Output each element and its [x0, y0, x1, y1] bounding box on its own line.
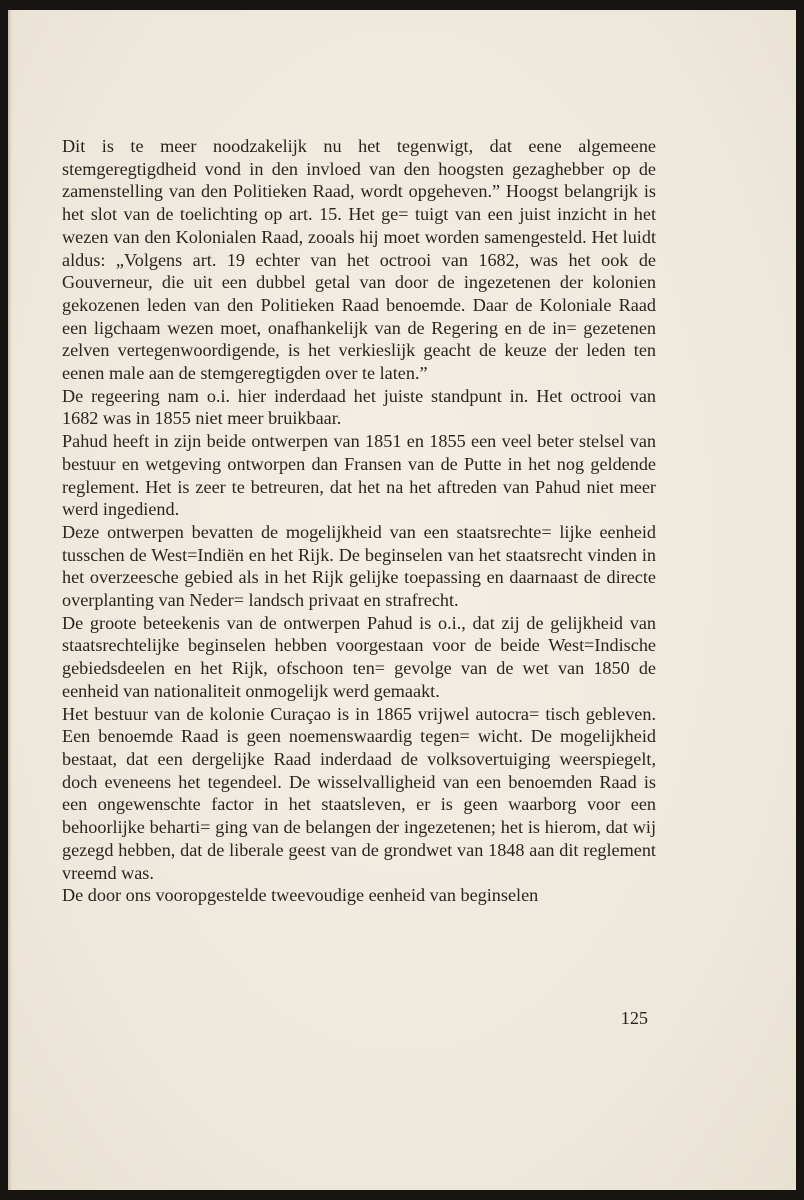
paragraph-6: Het bestuur van de kolonie Curaçao is in 1865 vrijwel autocra= tisch gebleven. Een benoemde Raad is geen noemenswaardig tegen= wicht. De mogelijkheid bestaat, dat een dergelijke Raad inderdaad de volksovertuiging weerspiegelt, doch eveneens het tegendeel. De wisselvalligheid van een benoemden Raad is een ongewenschte factor in het staatsleven, er is geen waarborg voor een behoorlijke beharti= ging van de belangen der ingezetenen; het is hierom, dat wij gezegd hebben, dat de liberale geest van de grondwet van 1848 aan dit reglement vreemd was.: [62, 703, 656, 883]
paragraph-7: De door ons vooropgestelde tweevoudige eenheid van beginselen: [62, 885, 539, 906]
paragraph-5: De groote beteekenis van de ontwerpen Pahud is o.i., dat zij de gelijkheid van staatsrechtelijke beginselen hebben voorgestaan voor de beide West=Indische gebiedsdeelen en het Rijk, ofschoon ten= gevolge van de wet van 1850 de eenheid van nationaliteit onmogelijk werd gemaakt.: [62, 612, 656, 701]
page-edge: [8, 10, 12, 1190]
paragraph-3: Pahud heeft in zijn beide ontwerpen van 1851 en 1855 een veel beter stelsel van bestuur en wetgeving ontworpen dan Fransen van de Putte in het nog geldende reglement. Het is zeer te betreuren, dat het na het aftreden van Pahud niet meer werd ingediend.: [62, 431, 656, 520]
page-number: 125: [620, 1008, 648, 1028]
paragraph-2: De regeering nam o.i. hier inderdaad het juiste standpunt in. Het octrooi van 1682 was in 1855 niet meer bruikbaar.: [62, 385, 656, 429]
paragraph-1: Dit is te meer noodzakelijk nu het tegenwigt, dat eene algemeene stemgeregtigdheid vond in den invloed van den hoogsten gezaghebber op de zamenstelling van den Politieken Raad, wordt opgeheven.” Hoogst belangrijk is het slot van de toelichting op art. 15. Het ge= tuigt van een juist inzicht in het wezen van den Kolonialen Raad, zooals hij moet worden samengesteld. Het luidt aldus: „Volgens art. 19 echter van het octrooi van 1682, was het ook de Gouverneur, die uit een dubbel getal van door de ingezetenen der kolonien gekozenen leden van den Politieken Raad benoemde. Daar de Koloniale Raad een ligchaam wezen moet, onafhankelijk van de Regering en de in= gezetenen zelven vertegenwoordigende, is het verkieslijk geacht de keuze der leden ten eenen male aan de stemgeregtigden over te laten.”: [62, 136, 656, 384]
paragraph-4: Deze ontwerpen bevatten de mogelijkheid van een staatsrechte= lijke eenheid tusschen de West=Indiën en het Rijk. De beginselen van het staatsrecht vinden in het overzeesche gebied als in het Rijk gelijke toepassing en daarnaast de directe overplanting van Neder= landsch privaat en strafrecht.: [62, 521, 656, 611]
body-text: [62, 135, 656, 907]
book-page: [8, 10, 796, 1190]
